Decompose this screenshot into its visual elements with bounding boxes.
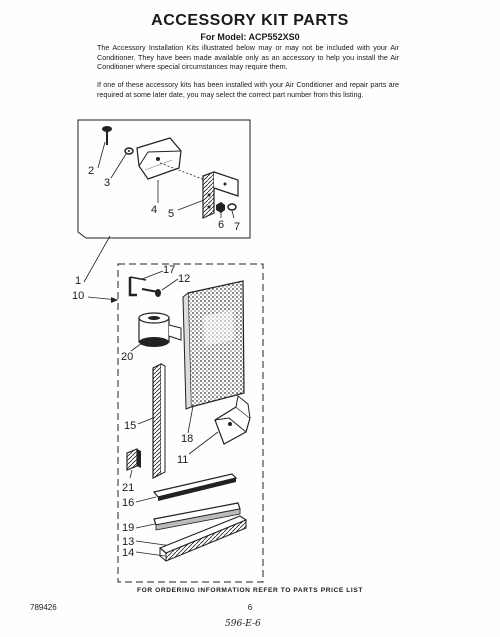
part-20-foam-roll [139,313,181,347]
callout-4: 4 [151,204,158,216]
part-6-nut [216,202,225,213]
part-12-screw [142,289,161,297]
part-7-washer [228,204,236,210]
part-16-bar [154,474,236,501]
page-title: ACCESSORY KIT PARTS [151,12,349,29]
part-3-washer [125,148,133,154]
callout-20: 20 [121,351,134,363]
part-15-channel [153,364,165,478]
callout-13: 13 [122,536,135,548]
callout-11: 11 [177,454,189,466]
callout-1: 1 [75,275,82,287]
intro-paragraph: The Accessory Installation Kits illustrated below may or may not be included with your Air Conditioner. They have been made available only as an accessory to help you install the Air Conditioner where special circumstances may require them. [97,43,399,72]
model-number: For Model: ACP552XS0 [200,32,300,42]
callout-19: 19 [122,522,135,534]
callout-17: 17 [163,264,176,276]
callout-12: 12 [178,273,191,285]
handwritten-note: 596-E-6 [225,619,261,629]
callout-5: 5 [168,208,175,220]
callout-3: 3 [104,177,111,189]
document-number: 789426 [30,603,57,612]
page-number: 6 [247,603,253,612]
callout-6: 6 [218,219,225,231]
callout-7: 7 [234,221,241,233]
repair-paragraph: If one of these accessory kits has been installed with your Air Conditioner and repair parts are required at some later date, you may select the correct part number from this listing. [97,80,399,99]
callout-21: 21 [122,482,135,494]
part-18-panel [183,281,244,409]
callout-15: 15 [124,420,137,432]
callout-16: 16 [122,497,135,509]
callout-18: 18 [181,433,194,445]
part-2-screw [102,126,112,145]
callout-2: 2 [88,165,95,177]
part-21-block [127,449,141,470]
callout-10: 10 [72,290,85,302]
ordering-note: FOR ORDERING INFORMATION REFER TO PARTS PRICE LIST [137,587,363,594]
part-4-bracket [137,138,181,179]
callout-14: 14 [122,547,135,559]
part-17-clip [130,277,146,295]
part-11-bracket [215,396,250,444]
